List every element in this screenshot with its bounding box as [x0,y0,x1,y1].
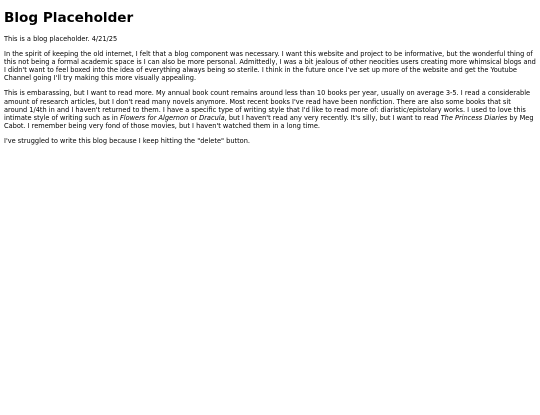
book-title-flowers-for-algernon: Flowers for Algernon [120,113,189,122]
blog-paragraph-3: I've struggled to write this blog because I keep hitting the "delete" button. [4,136,250,145]
paragraph-text: by Meg Cabot. I remember being very fond of those movies, but I haven't watched them in a long time. [4,113,534,130]
blog-paragraph-1: In the spirit of keeping the old internet, I felt that a blog component was necessary. I want this website and project to be informative, but the wonderful thing of this not being a formal academic space is I can also be more personal. Admittedly, I was a bit jealous of other neocities users creating more whimsical blogs and I didn't want to feel boxed into the idea of everything always being so sterile. I think in the future once I've set up more of the website and get the Youtube Channel going I'll try making this more visually appealing. [4,50,536,83]
paragraph-text: or [188,113,200,122]
blog-page [0,10,540,145]
page-title: Blog Placeholder [4,10,134,26]
book-title-princess-diaries: The Princess Diaries [440,113,508,122]
paragraph-text: , but I haven't read any very recently. It's silly, but I want to read [224,113,441,122]
paragraph-text: This is embarassing, but I want to read more. My annual book count remains around less than 10 books per year, usually on average 3-5. I read a considerable amount of research articles, but I don't read many novels anymore. Most recent books I've read have been nonfiction. There are also some books that sit around 1/4th in and I haven't returned to them. I have a specific type of writing style that I'd like to read more of: diaristic/epistolary works. I used to love this intimate style of writing such as in [4,89,531,122]
book-title-dracula: Dracula [199,113,225,122]
blog-intro: This is a blog placeholder. 4/21/25 [4,35,118,43]
blog-paragraph-2 [4,89,536,129]
